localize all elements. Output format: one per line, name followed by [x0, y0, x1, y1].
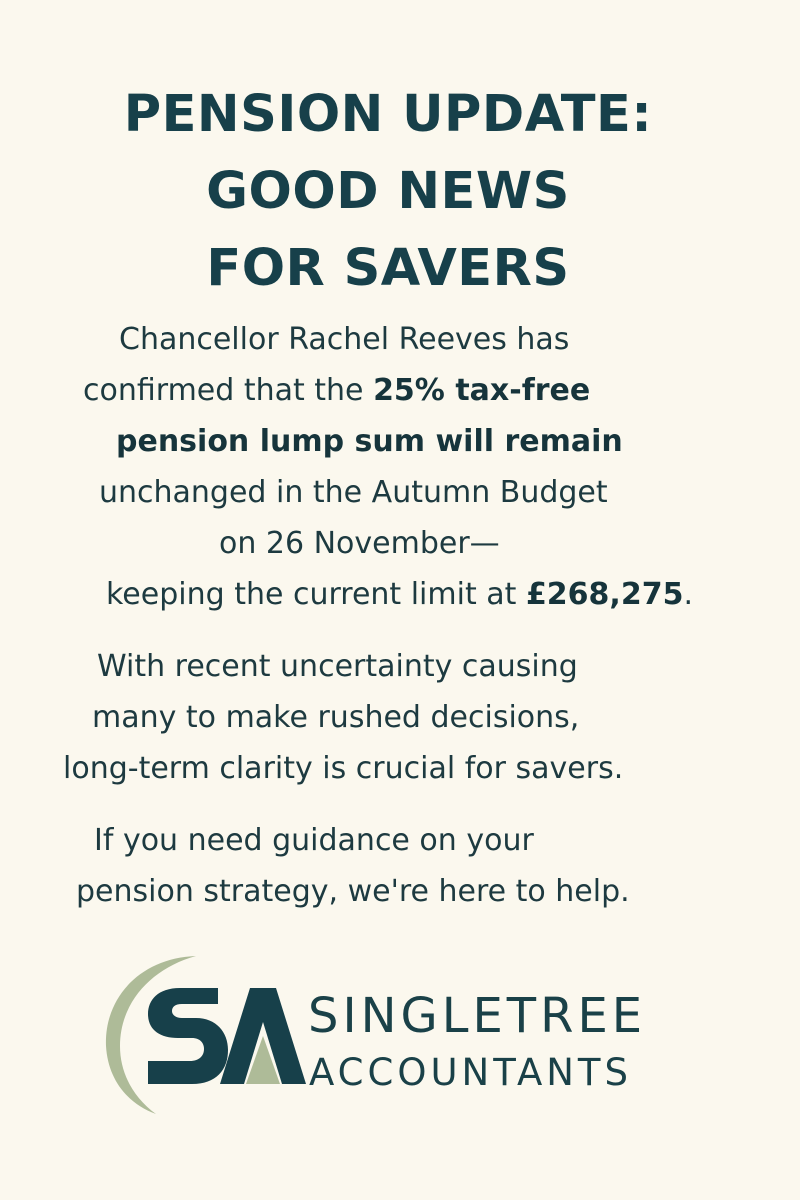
uncertainty-paragraph: [0, 641, 800, 801]
headline: [0, 76, 776, 307]
singletree-logo: [100, 948, 720, 1118]
paragraph-line: Chancellor Rachel Reeves has: [119, 322, 570, 357]
headline-line-1: PENSION UPDATE:: [123, 85, 653, 144]
lump-sum-highlight: pension lump sum will remain: [116, 424, 623, 459]
headline-line-2: GOOD NEWS: [206, 162, 570, 221]
letter-s-shape: [148, 988, 228, 1084]
paragraph-line: many to make rushed decisions,: [92, 700, 580, 735]
tax-free-highlight: 25% tax-free: [373, 373, 591, 408]
paragraph-line: keeping the current limit at £268,275.: [106, 577, 693, 612]
guidance-paragraph: [0, 815, 800, 925]
brand-subtitle: ACCOUNTANTS: [309, 1051, 633, 1094]
sa-monogram-icon: [100, 948, 310, 1118]
budget-announcement-paragraph: [0, 314, 800, 634]
headline-line-3: FOR SAVERS: [206, 239, 570, 298]
paragraph-line: If you need guidance on your: [94, 823, 534, 858]
paragraph-line: pension strategy, we're here to help.: [76, 874, 630, 909]
paragraph-line: on 26 November—: [219, 526, 500, 561]
paragraph-line: With recent uncertainty causing: [97, 649, 578, 684]
paragraph-line: confirmed that the 25% tax-free: [83, 373, 591, 408]
paragraph-line: unchanged in the Autumn Budget: [99, 475, 608, 510]
paragraph-line: long-term clarity is crucial for savers.: [63, 751, 624, 786]
paragraph-line: [116, 416, 623, 467]
brand-name: SINGLETREE: [308, 988, 647, 1044]
limit-amount-highlight: £268,275: [525, 577, 684, 612]
